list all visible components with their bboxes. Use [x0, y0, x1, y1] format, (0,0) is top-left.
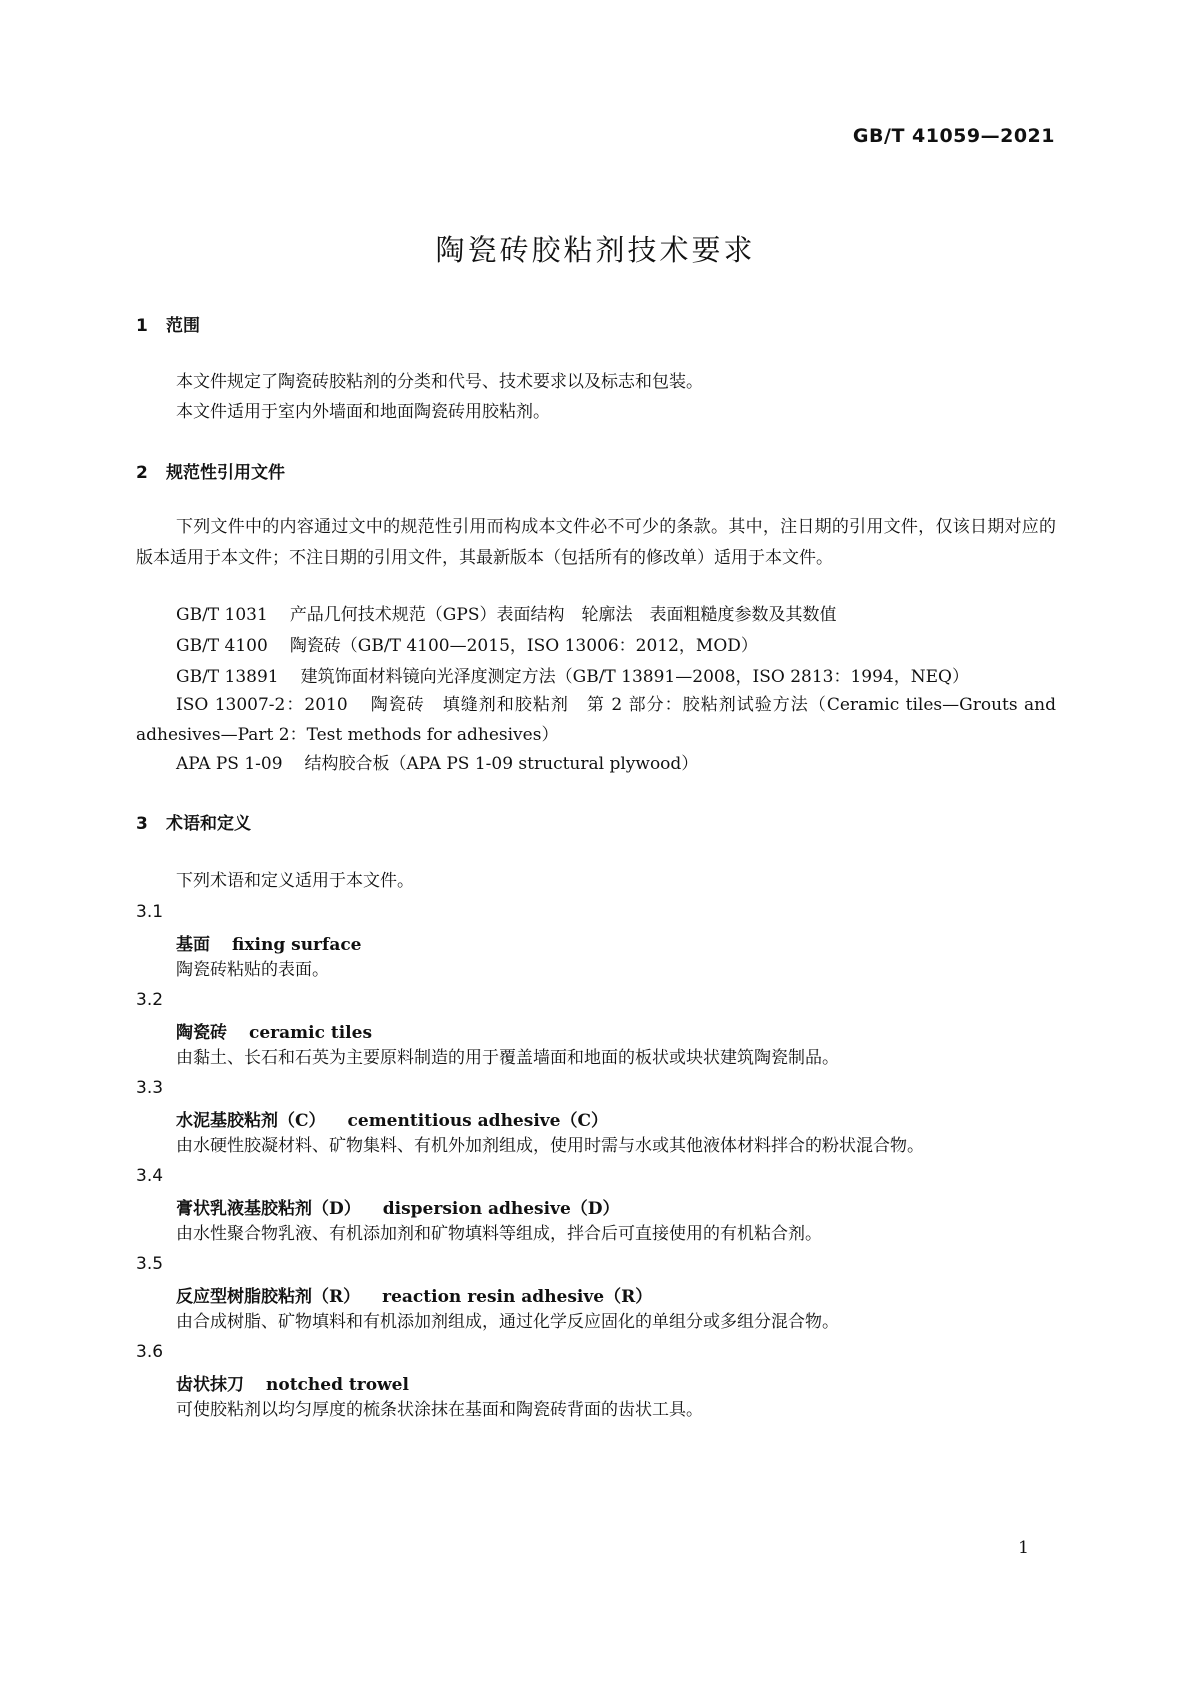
term-en: dispersion adhesive（D） — [382, 1199, 620, 1219]
section-number: 2 — [136, 463, 148, 483]
section-1-heading — [136, 311, 200, 336]
reference-code: GB/T 4100 — [176, 636, 268, 656]
reference-code: GB/T 13891 — [176, 667, 279, 687]
section-title: 范围 — [166, 316, 200, 336]
term-heading — [176, 1194, 620, 1219]
section-2-heading — [136, 458, 285, 483]
term-en: reaction resin adhesive（R） — [382, 1287, 653, 1307]
term-zh: 水泥基胶粘剂（C） — [176, 1111, 326, 1131]
term-zh: 反应型树脂胶粘剂（R） — [176, 1287, 361, 1307]
term-number: 3.1 — [136, 902, 164, 922]
term-number: 3.6 — [136, 1342, 164, 1362]
reference-title: 产品几何技术规范（GPS）表面结构 轮廓法 表面粗糙度参数及其数值 — [289, 605, 837, 625]
term-definition: 由水硬性胶凝材料、矿物集料、有机外加剂组成，使用时需与水或其他液体材料拌合的粉状混合物。 — [176, 1136, 924, 1156]
term-number: 3.3 — [136, 1078, 164, 1098]
section-number: 3 — [136, 814, 148, 834]
term-heading — [176, 1106, 608, 1131]
section-number: 1 — [136, 316, 148, 336]
term-en: ceramic tiles — [249, 1023, 373, 1043]
paragraph: 下列术语和定义适用于本文件。 — [176, 871, 414, 891]
page-number: 1 — [1018, 1538, 1029, 1558]
paragraph: 下列文件中的内容通过文中的规范性引用而构成本文件必不可少的条款。其中，注日期的引用文件，仅该日期对应的版本适用于本文件；不注日期的引用文件，其最新版本（包括所有的修改单）适用于本文件。 — [136, 517, 1056, 568]
term-definition: 陶瓷砖粘贴的表面。 — [176, 960, 329, 980]
reference-item — [176, 749, 698, 779]
reference-item — [136, 690, 1056, 750]
term-heading — [176, 1370, 409, 1395]
paragraph: 本文件规定了陶瓷砖胶粘剂的分类和代号、技术要求以及标志和包装。 — [176, 372, 703, 392]
term-en: cementitious adhesive（C） — [347, 1111, 609, 1131]
section-3-heading — [136, 809, 251, 834]
reference-title: 建筑饰面材料镜向光泽度测定方法（GB/T 13891—2008，ISO 2813：1994，NEQ） — [300, 667, 969, 687]
reference-item — [176, 631, 758, 661]
term-number: 3.4 — [136, 1166, 164, 1186]
term-en: fixing surface — [232, 935, 362, 955]
term-number: 3.5 — [136, 1254, 164, 1274]
term-zh: 齿状抹刀 — [176, 1375, 244, 1395]
term-definition: 由合成树脂、矿物填料和有机添加剂组成，通过化学反应固化的单组分或多组分混合物。 — [176, 1312, 839, 1332]
term-en: notched trowel — [266, 1375, 409, 1395]
term-definition: 由水性聚合物乳液、有机添加剂和矿物填料等组成，拌合后可直接使用的有机粘合剂。 — [176, 1224, 822, 1244]
reference-code: ISO 13007-2：2010 — [176, 695, 348, 715]
reference-code: APA PS 1-09 — [176, 754, 283, 774]
reference-title: 陶瓷砖 填缝剂和胶粘剂 第 2 部分：胶粘剂试验方法（Ceramic tiles—Grouts and adhesives—Part 2：Test methods for adhesives） — [136, 695, 1056, 745]
paragraph: 本文件适用于室内外墙面和地面陶瓷砖用胶粘剂。 — [176, 402, 550, 422]
reference-item — [176, 662, 969, 692]
reference-title: 结构胶合板（APA PS 1-09 structural plywood） — [304, 754, 699, 774]
standard-number: GB/T 41059—2021 — [852, 125, 1055, 147]
term-definition: 可使胶粘剂以均匀厚度的梳条状涂抹在基面和陶瓷砖背面的齿状工具。 — [176, 1400, 703, 1420]
term-zh: 基面 — [176, 935, 210, 955]
section-title: 术语和定义 — [166, 814, 251, 834]
term-heading — [176, 1018, 372, 1043]
document-title: 陶瓷砖胶粘剂技术要求 — [435, 233, 756, 267]
reference-item — [176, 600, 836, 630]
term-number: 3.2 — [136, 990, 164, 1010]
term-heading — [176, 930, 362, 955]
term-zh: 陶瓷砖 — [176, 1023, 227, 1043]
term-heading — [176, 1282, 652, 1307]
term-definition: 由黏土、长石和石英为主要原料制造的用于覆盖墙面和地面的板状或块状建筑陶瓷制品。 — [176, 1048, 839, 1068]
reference-code: GB/T 1031 — [176, 605, 268, 625]
term-zh: 膏状乳液基胶粘剂（D） — [176, 1199, 361, 1219]
section-title: 规范性引用文件 — [166, 463, 285, 483]
reference-title: 陶瓷砖（GB/T 4100—2015，ISO 13006：2012，MOD） — [289, 636, 758, 656]
